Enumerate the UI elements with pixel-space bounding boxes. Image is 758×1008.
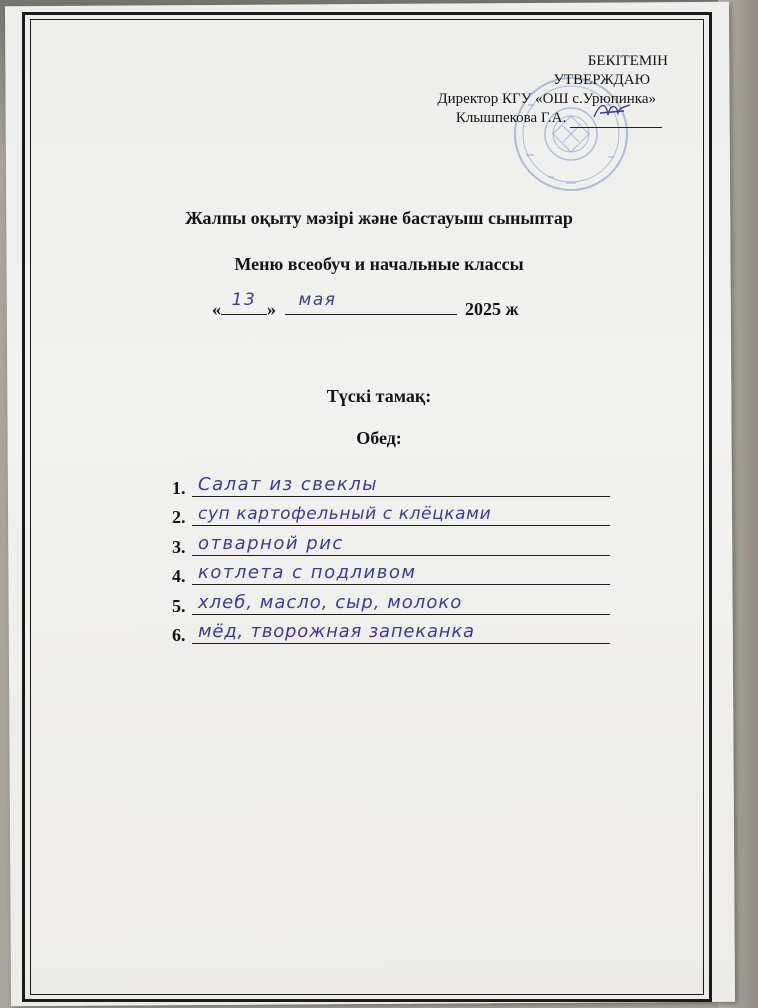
menu-item-line (192, 584, 610, 585)
menu-item-text: хлеб, масло, сыр, молоко (198, 591, 463, 613)
title-ru: Меню всеобуч и начальные классы (234, 254, 524, 274)
menu-item (172, 560, 622, 590)
menu-item-text: Салат из свеклы (198, 473, 378, 495)
menu-item (172, 619, 622, 649)
approval-name-row (437, 109, 662, 128)
menu-item (172, 530, 622, 560)
menu-item-line (192, 614, 610, 615)
meal-title-kz: Түскі тамақ: (326, 386, 432, 406)
menu-item-line (192, 496, 610, 497)
meal-title-ru: Обед: (356, 428, 402, 448)
date-close-quote: » (267, 299, 276, 319)
approval-kz: БЕКІТЕМІН (587, 53, 668, 69)
menu-item-line (192, 555, 610, 556)
date-day: 13 (231, 290, 257, 310)
approval-block (437, 52, 668, 128)
menu-item-number: 4. (172, 566, 186, 586)
date-open-quote: « (212, 299, 221, 319)
approval-director: Директор КГУ «ОШ с.Урюпинка» (437, 91, 656, 107)
menu-item-line (192, 525, 610, 526)
title-kz: Жалпы оқыту мәзірі және бастауыш сыныптар (185, 208, 573, 228)
approval-name: Клышпекова Г.А. (455, 110, 567, 126)
menu-item (172, 501, 622, 531)
menu-item-text: котлета с подливом (198, 562, 417, 583)
menu-list (172, 471, 622, 648)
menu-item-number: 6. (172, 625, 186, 645)
menu-item-number: 1. (172, 477, 186, 498)
menu-item-number: 5. (172, 595, 186, 616)
menu-item (172, 471, 622, 501)
menu-item-number: 3. (172, 536, 186, 557)
menu-item-text: отварной рис (198, 532, 344, 554)
menu-item (172, 589, 622, 619)
date-row (212, 290, 519, 320)
date-year: 2025 ж (465, 299, 519, 319)
menu-item-text: мёд, творожная запеканка (198, 621, 475, 642)
date-day-blank (221, 290, 267, 315)
date-month: мая (298, 290, 337, 310)
approval-ru: УТВЕРЖДАЮ (553, 72, 650, 88)
date-month-blank (285, 290, 457, 315)
menu-item-number: 2. (172, 507, 186, 527)
menu-item-text: суп картофельный с клёцками (198, 504, 492, 524)
signature-line (570, 113, 662, 128)
signature-mark (590, 99, 634, 123)
menu-item-line (192, 643, 610, 644)
